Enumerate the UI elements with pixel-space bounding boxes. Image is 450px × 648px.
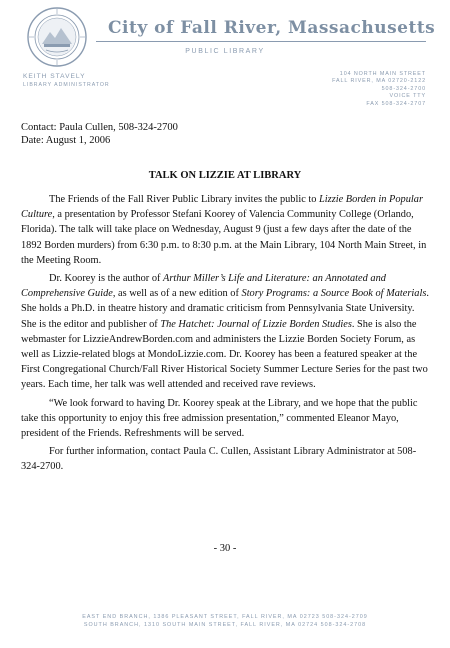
- article-body: [21, 192, 430, 478]
- text-run: , a presentation by Professor Stefani Koorey of Valencia Community College (Orlando, Florida). The talk will take place on Wednesday, August 9 (just a few days after the date of the 1892 Borden murders) from 6:30 p.m. to 8:30 p.m. at the Main Library, 104 North Main Street, in the Meeting Room.: [21, 209, 427, 266]
- footer-east-branch: EAST END BRANCH, 1386 PLEASANT STREET, FALL RIVER, MA 02723 508-324-2709: [82, 614, 368, 620]
- text-run: For further information, contact Paula C. Cullen, Assistant Library Administrator at 508-324-2700.: [21, 446, 417, 473]
- paragraph: [21, 271, 430, 393]
- headline: TALK ON LIZZIE AT LIBRARY: [148, 170, 302, 181]
- italic-title: Arthur Miller’s Life and Literature: an Annotated and Comprehensive Guide: [21, 273, 386, 300]
- address-line: 508-324-2700: [381, 85, 426, 92]
- italic-title: The Hatchet: Journal of Lizzie Borden Studies: [160, 318, 352, 330]
- branch-footer: [0, 613, 450, 629]
- library-label: PUBLIC LIBRARY: [185, 48, 265, 55]
- text-run: , as well as of a new edition of: [112, 288, 242, 300]
- text-run: “We look forward to having Dr. Koorey speak at the Library, and we hope that the public take this opportunity to enjoy this free admission presentation,” commented Eleanor Mayo, president of the Friends. Refreshments will be served.: [21, 397, 418, 440]
- page-number: - 30 -: [213, 543, 237, 554]
- administrator-name: KEITH STAVELY: [23, 73, 86, 80]
- contact-block: [21, 122, 178, 147]
- address-line: FAX 508-324-2707: [366, 100, 426, 107]
- administrator-title: LIBRARY ADMINISTRATOR: [23, 82, 110, 88]
- italic-title: Lizzie Borden in Popular Culture: [21, 194, 423, 221]
- contact-line: Contact: Paula Cullen, 508-324-2700: [21, 122, 178, 133]
- text-run: The Friends of the Fall River Public Library invites the public to: [49, 194, 320, 205]
- library-address: [332, 71, 426, 108]
- paragraph: [21, 396, 430, 442]
- address-line: 104 NORTH MAIN STREET: [339, 71, 426, 77]
- italic-title: Story Programs: a Source Book of Materials: [241, 288, 427, 300]
- address-line: VOICE TTY: [389, 93, 426, 100]
- paragraph: [21, 192, 430, 268]
- city-seal-icon: [26, 6, 88, 68]
- text-run: . She holds a Ph.D. in theatre history and dramatic criticism from Pennsylvania State University. She is the editor and publisher of: [21, 288, 429, 330]
- address-line: FALL RIVER, MA 02720-2122: [332, 78, 426, 85]
- footer-south-branch: SOUTH BRANCH, 1310 SOUTH MAIN STREET, FALL RIVER, MA 02724 508-324-2708: [83, 622, 367, 628]
- letterhead-rule: [96, 41, 426, 42]
- release-date: Date: August 1, 2006: [21, 134, 111, 146]
- administrator-block: [23, 73, 110, 89]
- paragraph: [21, 444, 430, 474]
- city-name: City of Fall River, Massachusetts: [108, 18, 436, 38]
- text-run: Dr. Koorey is the author of: [49, 273, 164, 285]
- text-run: . She is also the webmaster for LizzieAndrewBorden.com and administers the Lizzie Borden Society Forum, as well as Lizzie-related blogs at MondoLizzie.com. Dr. Koorey has been a featured speaker at the First Congregational Church/Fall River Historical Society Summer Lecture Series for the past two years. Each time, her talk was well attended and received rave reviews.: [21, 318, 428, 391]
